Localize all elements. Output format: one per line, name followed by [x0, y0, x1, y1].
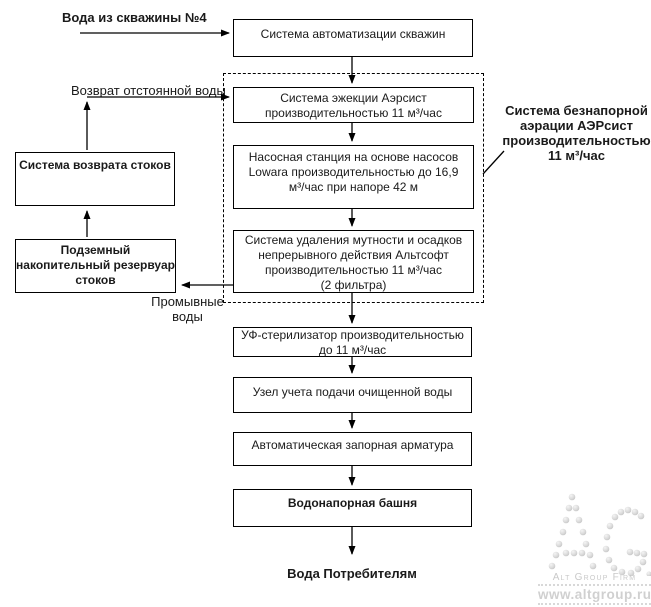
label-aeration-system-callout [499, 103, 651, 163]
node-ejection-system [233, 87, 474, 123]
node-label: Система эжекции Аэрсист [280, 91, 427, 105]
callout-line: Система безнапорной [505, 103, 648, 118]
node-label: Узел учета подачи очищенной воды [252, 385, 453, 399]
node-metering-unit [233, 377, 472, 413]
callout-line: 11 м³/час [548, 148, 605, 163]
node-label: до 11 м³/час [318, 343, 387, 357]
node-turbidity-removal [233, 230, 474, 293]
node-label: производительностью 11 м³/час [265, 106, 442, 120]
node-label: м³/час при напоре 42 м [288, 180, 419, 194]
node-label: непрерывного действия Альтсофт [258, 248, 449, 262]
node-label: производительностью 11 м³/час [265, 263, 442, 277]
node-uv-sterilizer [233, 327, 472, 357]
node-label: накопительный резервуар [16, 258, 175, 272]
node-label: Lowara производительностью до 16,9 [248, 165, 459, 179]
node-label: Система удаления мутности и осадков [244, 233, 463, 247]
watermark-divider [538, 603, 651, 605]
node-label: Подземный [60, 243, 131, 257]
label-flush-water [150, 294, 225, 324]
node-label: Автоматическая запорная арматура [251, 438, 454, 452]
node-shutoff-valves [233, 432, 472, 466]
label-flush-water-line1: Промывные [151, 294, 224, 309]
label-water-to-consumers: Вода Потребителям [287, 566, 417, 581]
node-well-automation [233, 19, 473, 57]
node-label: Водонапорная башня [287, 496, 418, 510]
watermark-divider [538, 584, 651, 586]
node-water-tower [233, 489, 472, 527]
watermark [538, 488, 651, 606]
node-underground-reservoir [15, 239, 176, 293]
node-label: УФ-стерилизатор производительностью [241, 328, 464, 342]
node-label: Система возврата стоков [19, 158, 171, 172]
watermark-url: www.altgroup.ru [538, 587, 651, 602]
watermark-firm-name: Alt Group Firm [552, 572, 637, 583]
node-pump-station [233, 145, 474, 209]
label-water-from-well: Вода из скважины №4 [62, 10, 207, 25]
node-label: Насосная станция на основе насосов [248, 150, 459, 164]
node-label: стоков [75, 273, 116, 287]
node-label: Система автоматизации скважин [260, 27, 446, 41]
watermark-ag-monogram [538, 488, 651, 576]
node-drain-return-system [15, 152, 175, 206]
node-label: (2 фильтра) [320, 278, 387, 292]
callout-line: аэрации АЭРсист [520, 118, 633, 133]
label-flush-water-line2: воды [172, 309, 203, 324]
callout-line: производительностью [502, 133, 651, 148]
label-return-settled-water: Возврат отстоянной воды [71, 83, 226, 98]
